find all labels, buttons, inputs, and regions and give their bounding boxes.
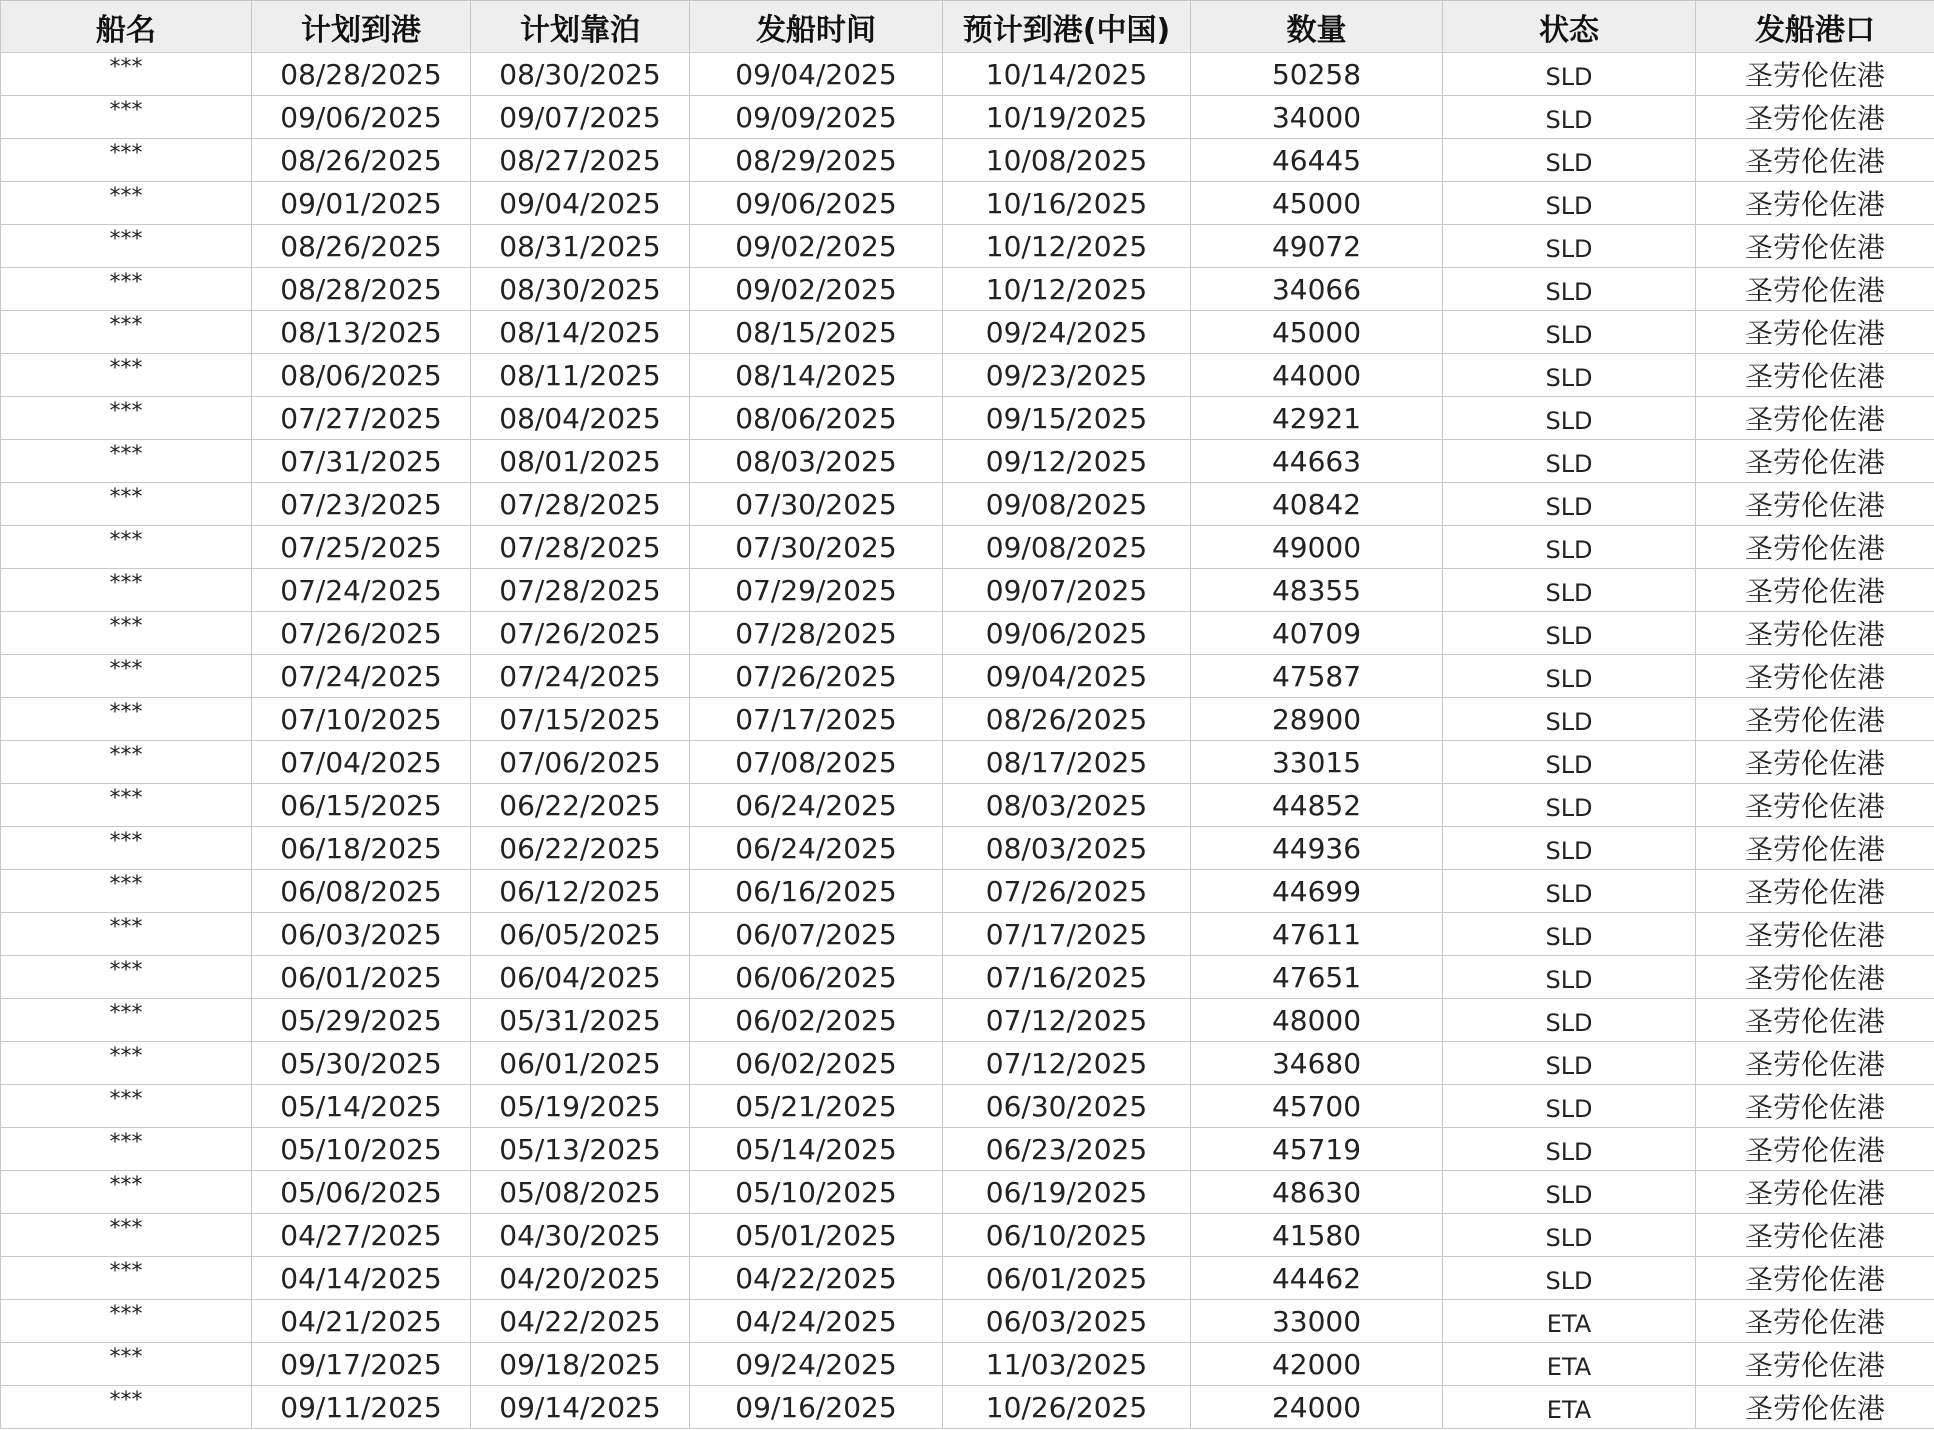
planned-berthing-cell: 07/28/2025 — [471, 483, 690, 526]
quantity-cell: 41580 — [1191, 1214, 1443, 1257]
eta-china-cell: 09/12/2025 — [943, 440, 1191, 483]
departure-time-cell: 07/17/2025 — [690, 698, 943, 741]
planned-berthing-cell: 06/22/2025 — [471, 827, 690, 870]
planned-berthing-cell: 08/31/2025 — [471, 225, 690, 268]
vessel-name-cell: *** — [1, 870, 252, 913]
status-cell: SLD — [1443, 1171, 1696, 1214]
departure-port-cell: 圣劳伦佐港 — [1696, 1128, 1934, 1171]
eta-china-cell: 06/01/2025 — [943, 1257, 1191, 1300]
status-cell: SLD — [1443, 999, 1696, 1042]
eta-china-cell: 10/19/2025 — [943, 96, 1191, 139]
planned-arrival-cell: 05/30/2025 — [252, 1042, 471, 1085]
departure-time-cell: 06/24/2025 — [690, 827, 943, 870]
table-row — [1, 96, 1934, 139]
status-cell: SLD — [1443, 397, 1696, 440]
planned-arrival-cell: 08/13/2025 — [252, 311, 471, 354]
header-status: 状态 — [1443, 1, 1696, 53]
departure-time-cell: 09/02/2025 — [690, 268, 943, 311]
eta-china-cell: 09/24/2025 — [943, 311, 1191, 354]
planned-arrival-cell: 05/06/2025 — [252, 1171, 471, 1214]
status-cell: SLD — [1443, 698, 1696, 741]
vessel-name-cell: *** — [1, 96, 252, 139]
status-cell: SLD — [1443, 741, 1696, 784]
quantity-cell: 47587 — [1191, 655, 1443, 698]
quantity-cell: 45000 — [1191, 182, 1443, 225]
departure-time-cell: 06/16/2025 — [690, 870, 943, 913]
status-cell: SLD — [1443, 139, 1696, 182]
planned-berthing-cell: 04/30/2025 — [471, 1214, 690, 1257]
departure-port-cell: 圣劳伦佐港 — [1696, 741, 1934, 784]
departure-port-cell: 圣劳伦佐港 — [1696, 1042, 1934, 1085]
table-row — [1, 53, 1934, 96]
quantity-cell: 44000 — [1191, 354, 1443, 397]
planned-arrival-cell: 04/27/2025 — [252, 1214, 471, 1257]
planned-berthing-cell: 08/11/2025 — [471, 354, 690, 397]
planned-berthing-cell: 07/28/2025 — [471, 569, 690, 612]
table-row — [1, 225, 1934, 268]
status-cell: SLD — [1443, 1128, 1696, 1171]
planned-arrival-cell: 06/01/2025 — [252, 956, 471, 999]
vessel-name-cell: *** — [1, 397, 252, 440]
departure-port-cell: 圣劳伦佐港 — [1696, 698, 1934, 741]
departure-port-cell: 圣劳伦佐港 — [1696, 956, 1934, 999]
planned-berthing-cell: 08/27/2025 — [471, 139, 690, 182]
planned-berthing-cell: 04/20/2025 — [471, 1257, 690, 1300]
departure-time-cell: 07/08/2025 — [690, 741, 943, 784]
departure-time-cell: 08/03/2025 — [690, 440, 943, 483]
departure-time-cell: 05/21/2025 — [690, 1085, 943, 1128]
planned-arrival-cell: 07/27/2025 — [252, 397, 471, 440]
planned-berthing-cell: 08/30/2025 — [471, 53, 690, 96]
table-row — [1, 569, 1934, 612]
status-cell: SLD — [1443, 913, 1696, 956]
departure-time-cell: 06/02/2025 — [690, 1042, 943, 1085]
departure-time-cell: 08/15/2025 — [690, 311, 943, 354]
departure-time-cell: 05/10/2025 — [690, 1171, 943, 1214]
departure-time-cell: 07/30/2025 — [690, 526, 943, 569]
planned-arrival-cell: 07/24/2025 — [252, 569, 471, 612]
table-row — [1, 1214, 1934, 1257]
status-cell: SLD — [1443, 483, 1696, 526]
table-row — [1, 741, 1934, 784]
status-cell: SLD — [1443, 612, 1696, 655]
planned-berthing-cell: 06/22/2025 — [471, 784, 690, 827]
eta-china-cell: 06/03/2025 — [943, 1300, 1191, 1343]
planned-berthing-cell: 07/06/2025 — [471, 741, 690, 784]
departure-port-cell: 圣劳伦佐港 — [1696, 827, 1934, 870]
table-row — [1, 913, 1934, 956]
departure-port-cell: 圣劳伦佐港 — [1696, 354, 1934, 397]
vessel-name-cell: *** — [1, 784, 252, 827]
departure-port-cell: 圣劳伦佐港 — [1696, 784, 1934, 827]
quantity-cell: 45000 — [1191, 311, 1443, 354]
eta-china-cell: 10/14/2025 — [943, 53, 1191, 96]
table-row — [1, 655, 1934, 698]
quantity-cell: 42921 — [1191, 397, 1443, 440]
status-cell: SLD — [1443, 354, 1696, 397]
departure-time-cell: 07/29/2025 — [690, 569, 943, 612]
planned-berthing-cell: 09/14/2025 — [471, 1386, 690, 1429]
vessel-name-cell: *** — [1, 526, 252, 569]
vessel-name-cell: *** — [1, 698, 252, 741]
eta-china-cell: 06/19/2025 — [943, 1171, 1191, 1214]
header-row — [1, 1, 1934, 53]
departure-time-cell: 06/24/2025 — [690, 784, 943, 827]
planned-arrival-cell: 07/26/2025 — [252, 612, 471, 655]
header-eta-china: 预计到港(中国) — [943, 1, 1191, 53]
table-body — [1, 53, 1934, 1429]
quantity-cell: 44699 — [1191, 870, 1443, 913]
departure-time-cell: 09/04/2025 — [690, 53, 943, 96]
quantity-cell: 33000 — [1191, 1300, 1443, 1343]
status-cell: SLD — [1443, 569, 1696, 612]
departure-port-cell: 圣劳伦佐港 — [1696, 483, 1934, 526]
departure-port-cell: 圣劳伦佐港 — [1696, 612, 1934, 655]
departure-port-cell: 圣劳伦佐港 — [1696, 1386, 1934, 1429]
departure-port-cell: 圣劳伦佐港 — [1696, 225, 1934, 268]
vessel-name-cell: *** — [1, 1257, 252, 1300]
vessel-name-cell: *** — [1, 569, 252, 612]
departure-time-cell: 05/14/2025 — [690, 1128, 943, 1171]
planned-berthing-cell: 07/28/2025 — [471, 526, 690, 569]
vessel-name-cell: *** — [1, 483, 252, 526]
vessel-name-cell: *** — [1, 741, 252, 784]
planned-arrival-cell: 08/26/2025 — [252, 139, 471, 182]
vessel-name-cell: *** — [1, 139, 252, 182]
planned-berthing-cell: 05/13/2025 — [471, 1128, 690, 1171]
status-cell: SLD — [1443, 1042, 1696, 1085]
table-row — [1, 1386, 1934, 1429]
eta-china-cell: 10/12/2025 — [943, 225, 1191, 268]
departure-time-cell: 09/16/2025 — [690, 1386, 943, 1429]
departure-time-cell: 06/07/2025 — [690, 913, 943, 956]
planned-arrival-cell: 06/03/2025 — [252, 913, 471, 956]
quantity-cell: 49000 — [1191, 526, 1443, 569]
departure-time-cell: 04/24/2025 — [690, 1300, 943, 1343]
quantity-cell: 34680 — [1191, 1042, 1443, 1085]
header-planned-berthing: 计划靠泊 — [471, 1, 690, 53]
status-cell: SLD — [1443, 96, 1696, 139]
departure-time-cell: 08/06/2025 — [690, 397, 943, 440]
planned-berthing-cell: 09/07/2025 — [471, 96, 690, 139]
quantity-cell: 40842 — [1191, 483, 1443, 526]
status-cell: SLD — [1443, 1257, 1696, 1300]
departure-time-cell: 06/02/2025 — [690, 999, 943, 1042]
table-row — [1, 612, 1934, 655]
table-row — [1, 999, 1934, 1042]
table-row — [1, 354, 1934, 397]
table-row — [1, 698, 1934, 741]
eta-china-cell: 09/06/2025 — [943, 612, 1191, 655]
quantity-cell: 44852 — [1191, 784, 1443, 827]
vessel-name-cell: *** — [1, 1386, 252, 1429]
departure-port-cell: 圣劳伦佐港 — [1696, 397, 1934, 440]
planned-berthing-cell: 08/01/2025 — [471, 440, 690, 483]
departure-time-cell: 07/28/2025 — [690, 612, 943, 655]
planned-berthing-cell: 06/04/2025 — [471, 956, 690, 999]
eta-china-cell: 06/30/2025 — [943, 1085, 1191, 1128]
planned-arrival-cell: 09/01/2025 — [252, 182, 471, 225]
status-cell: SLD — [1443, 784, 1696, 827]
eta-china-cell: 07/12/2025 — [943, 1042, 1191, 1085]
vessel-name-cell: *** — [1, 1343, 252, 1386]
departure-time-cell: 06/06/2025 — [690, 956, 943, 999]
quantity-cell: 34066 — [1191, 268, 1443, 311]
eta-china-cell: 10/08/2025 — [943, 139, 1191, 182]
status-cell: SLD — [1443, 268, 1696, 311]
planned-berthing-cell: 05/19/2025 — [471, 1085, 690, 1128]
planned-arrival-cell: 06/18/2025 — [252, 827, 471, 870]
departure-port-cell: 圣劳伦佐港 — [1696, 311, 1934, 354]
departure-port-cell: 圣劳伦佐港 — [1696, 999, 1934, 1042]
planned-arrival-cell: 07/10/2025 — [252, 698, 471, 741]
quantity-cell: 47651 — [1191, 956, 1443, 999]
planned-berthing-cell: 07/24/2025 — [471, 655, 690, 698]
departure-port-cell: 圣劳伦佐港 — [1696, 526, 1934, 569]
vessel-name-cell: *** — [1, 655, 252, 698]
table-row — [1, 1085, 1934, 1128]
departure-time-cell: 08/14/2025 — [690, 354, 943, 397]
eta-china-cell: 09/08/2025 — [943, 526, 1191, 569]
quantity-cell: 48355 — [1191, 569, 1443, 612]
eta-china-cell: 07/26/2025 — [943, 870, 1191, 913]
table-row — [1, 182, 1934, 225]
table-row — [1, 827, 1934, 870]
quantity-cell: 48630 — [1191, 1171, 1443, 1214]
eta-china-cell: 10/26/2025 — [943, 1386, 1191, 1429]
status-cell: SLD — [1443, 1085, 1696, 1128]
departure-port-cell: 圣劳伦佐港 — [1696, 139, 1934, 182]
quantity-cell: 24000 — [1191, 1386, 1443, 1429]
table-row — [1, 483, 1934, 526]
header-departure-time: 发船时间 — [690, 1, 943, 53]
departure-port-cell: 圣劳伦佐港 — [1696, 1214, 1934, 1257]
departure-port-cell: 圣劳伦佐港 — [1696, 268, 1934, 311]
status-cell: SLD — [1443, 182, 1696, 225]
quantity-cell: 42000 — [1191, 1343, 1443, 1386]
vessel-name-cell: *** — [1, 999, 252, 1042]
eta-china-cell: 09/08/2025 — [943, 483, 1191, 526]
planned-berthing-cell: 08/04/2025 — [471, 397, 690, 440]
vessel-name-cell: *** — [1, 827, 252, 870]
departure-port-cell: 圣劳伦佐港 — [1696, 1300, 1934, 1343]
eta-china-cell: 11/03/2025 — [943, 1343, 1191, 1386]
vessel-name-cell: *** — [1, 1085, 252, 1128]
planned-berthing-cell: 04/22/2025 — [471, 1300, 690, 1343]
table-row — [1, 784, 1934, 827]
planned-arrival-cell: 08/28/2025 — [252, 268, 471, 311]
departure-port-cell: 圣劳伦佐港 — [1696, 1343, 1934, 1386]
status-cell: SLD — [1443, 225, 1696, 268]
eta-china-cell: 09/04/2025 — [943, 655, 1191, 698]
planned-berthing-cell: 08/14/2025 — [471, 311, 690, 354]
planned-arrival-cell: 06/15/2025 — [252, 784, 471, 827]
planned-arrival-cell: 04/14/2025 — [252, 1257, 471, 1300]
vessel-name-cell: *** — [1, 268, 252, 311]
planned-arrival-cell: 08/28/2025 — [252, 53, 471, 96]
eta-china-cell: 09/15/2025 — [943, 397, 1191, 440]
quantity-cell: 28900 — [1191, 698, 1443, 741]
planned-arrival-cell: 09/06/2025 — [252, 96, 471, 139]
header-quantity: 数量 — [1191, 1, 1443, 53]
eta-china-cell: 08/17/2025 — [943, 741, 1191, 784]
status-cell: ETA — [1443, 1386, 1696, 1429]
status-cell: SLD — [1443, 956, 1696, 999]
vessel-name-cell: *** — [1, 311, 252, 354]
vessel-name-cell: *** — [1, 354, 252, 397]
eta-china-cell: 09/07/2025 — [943, 569, 1191, 612]
status-cell: SLD — [1443, 440, 1696, 483]
eta-china-cell: 07/16/2025 — [943, 956, 1191, 999]
planned-arrival-cell: 05/29/2025 — [252, 999, 471, 1042]
planned-arrival-cell: 07/24/2025 — [252, 655, 471, 698]
planned-arrival-cell: 05/14/2025 — [252, 1085, 471, 1128]
departure-port-cell: 圣劳伦佐港 — [1696, 440, 1934, 483]
status-cell: ETA — [1443, 1300, 1696, 1343]
status-cell: SLD — [1443, 655, 1696, 698]
quantity-cell: 46445 — [1191, 139, 1443, 182]
eta-china-cell: 07/17/2025 — [943, 913, 1191, 956]
table-row — [1, 1128, 1934, 1171]
status-cell: SLD — [1443, 870, 1696, 913]
vessel-name-cell: *** — [1, 913, 252, 956]
departure-port-cell: 圣劳伦佐港 — [1696, 1171, 1934, 1214]
vessel-name-cell: *** — [1, 53, 252, 96]
quantity-cell: 34000 — [1191, 96, 1443, 139]
planned-berthing-cell: 06/05/2025 — [471, 913, 690, 956]
planned-berthing-cell: 07/26/2025 — [471, 612, 690, 655]
status-cell: SLD — [1443, 827, 1696, 870]
eta-china-cell: 08/03/2025 — [943, 827, 1191, 870]
vessel-name-cell: *** — [1, 440, 252, 483]
eta-china-cell: 08/03/2025 — [943, 784, 1191, 827]
eta-china-cell: 06/23/2025 — [943, 1128, 1191, 1171]
status-cell: SLD — [1443, 1214, 1696, 1257]
table-row — [1, 139, 1934, 182]
table-row — [1, 526, 1934, 569]
eta-china-cell: 10/12/2025 — [943, 268, 1191, 311]
table-row — [1, 397, 1934, 440]
quantity-cell: 40709 — [1191, 612, 1443, 655]
departure-time-cell: 09/02/2025 — [690, 225, 943, 268]
quantity-cell: 33015 — [1191, 741, 1443, 784]
table-row — [1, 1042, 1934, 1085]
quantity-cell: 45700 — [1191, 1085, 1443, 1128]
table-row — [1, 1257, 1934, 1300]
planned-arrival-cell: 08/26/2025 — [252, 225, 471, 268]
quantity-cell: 45719 — [1191, 1128, 1443, 1171]
planned-berthing-cell: 09/04/2025 — [471, 182, 690, 225]
status-cell: ETA — [1443, 1343, 1696, 1386]
planned-arrival-cell: 07/04/2025 — [252, 741, 471, 784]
table-row — [1, 440, 1934, 483]
quantity-cell: 44462 — [1191, 1257, 1443, 1300]
vessel-name-cell: *** — [1, 1171, 252, 1214]
vessel-name-cell: *** — [1, 182, 252, 225]
planned-arrival-cell: 09/11/2025 — [252, 1386, 471, 1429]
vessel-name-cell: *** — [1, 225, 252, 268]
table-row — [1, 268, 1934, 311]
quantity-cell: 49072 — [1191, 225, 1443, 268]
planned-arrival-cell: 09/17/2025 — [252, 1343, 471, 1386]
departure-time-cell: 07/26/2025 — [690, 655, 943, 698]
departure-port-cell: 圣劳伦佐港 — [1696, 1257, 1934, 1300]
planned-arrival-cell: 07/31/2025 — [252, 440, 471, 483]
planned-berthing-cell: 07/15/2025 — [471, 698, 690, 741]
status-cell: SLD — [1443, 53, 1696, 96]
departure-port-cell: 圣劳伦佐港 — [1696, 96, 1934, 139]
status-cell: SLD — [1443, 526, 1696, 569]
planned-arrival-cell: 06/08/2025 — [252, 870, 471, 913]
departure-time-cell: 04/22/2025 — [690, 1257, 943, 1300]
departure-port-cell: 圣劳伦佐港 — [1696, 1085, 1934, 1128]
planned-arrival-cell: 08/06/2025 — [252, 354, 471, 397]
departure-time-cell: 09/09/2025 — [690, 96, 943, 139]
planned-arrival-cell: 04/21/2025 — [252, 1300, 471, 1343]
departure-port-cell: 圣劳伦佐港 — [1696, 870, 1934, 913]
header-departure-port: 发船港口 — [1696, 1, 1934, 53]
vessel-name-cell: *** — [1, 1300, 252, 1343]
departure-port-cell: 圣劳伦佐港 — [1696, 182, 1934, 225]
vessel-name-cell: *** — [1, 956, 252, 999]
planned-berthing-cell: 06/12/2025 — [471, 870, 690, 913]
departure-time-cell: 09/06/2025 — [690, 182, 943, 225]
table-row — [1, 870, 1934, 913]
eta-china-cell: 06/10/2025 — [943, 1214, 1191, 1257]
planned-berthing-cell: 09/18/2025 — [471, 1343, 690, 1386]
status-cell: SLD — [1443, 311, 1696, 354]
eta-china-cell: 09/23/2025 — [943, 354, 1191, 397]
quantity-cell: 50258 — [1191, 53, 1443, 96]
header-planned-arrival: 计划到港 — [252, 1, 471, 53]
eta-china-cell: 10/16/2025 — [943, 182, 1191, 225]
eta-china-cell: 07/12/2025 — [943, 999, 1191, 1042]
planned-arrival-cell: 05/10/2025 — [252, 1128, 471, 1171]
table-row — [1, 311, 1934, 354]
departure-port-cell: 圣劳伦佐港 — [1696, 53, 1934, 96]
quantity-cell: 47611 — [1191, 913, 1443, 956]
table-row — [1, 1300, 1934, 1343]
quantity-cell: 44936 — [1191, 827, 1443, 870]
planned-arrival-cell: 07/25/2025 — [252, 526, 471, 569]
planned-berthing-cell: 08/30/2025 — [471, 268, 690, 311]
departure-port-cell: 圣劳伦佐港 — [1696, 913, 1934, 956]
vessel-name-cell: *** — [1, 1042, 252, 1085]
quantity-cell: 48000 — [1191, 999, 1443, 1042]
table-row — [1, 956, 1934, 999]
departure-time-cell: 09/24/2025 — [690, 1343, 943, 1386]
eta-china-cell: 08/26/2025 — [943, 698, 1191, 741]
table-row — [1, 1343, 1934, 1386]
departure-port-cell: 圣劳伦佐港 — [1696, 655, 1934, 698]
table-row — [1, 1171, 1934, 1214]
departure-time-cell: 07/30/2025 — [690, 483, 943, 526]
vessel-name-cell: *** — [1, 1214, 252, 1257]
departure-port-cell: 圣劳伦佐港 — [1696, 569, 1934, 612]
header-vessel-name: 船名 — [1, 1, 252, 53]
planned-berthing-cell: 05/31/2025 — [471, 999, 690, 1042]
vessel-name-cell: *** — [1, 1128, 252, 1171]
planned-berthing-cell: 05/08/2025 — [471, 1171, 690, 1214]
departure-time-cell: 08/29/2025 — [690, 139, 943, 182]
planned-arrival-cell: 07/23/2025 — [252, 483, 471, 526]
departure-time-cell: 05/01/2025 — [690, 1214, 943, 1257]
quantity-cell: 44663 — [1191, 440, 1443, 483]
vessel-name-cell: *** — [1, 612, 252, 655]
planned-berthing-cell: 06/01/2025 — [471, 1042, 690, 1085]
